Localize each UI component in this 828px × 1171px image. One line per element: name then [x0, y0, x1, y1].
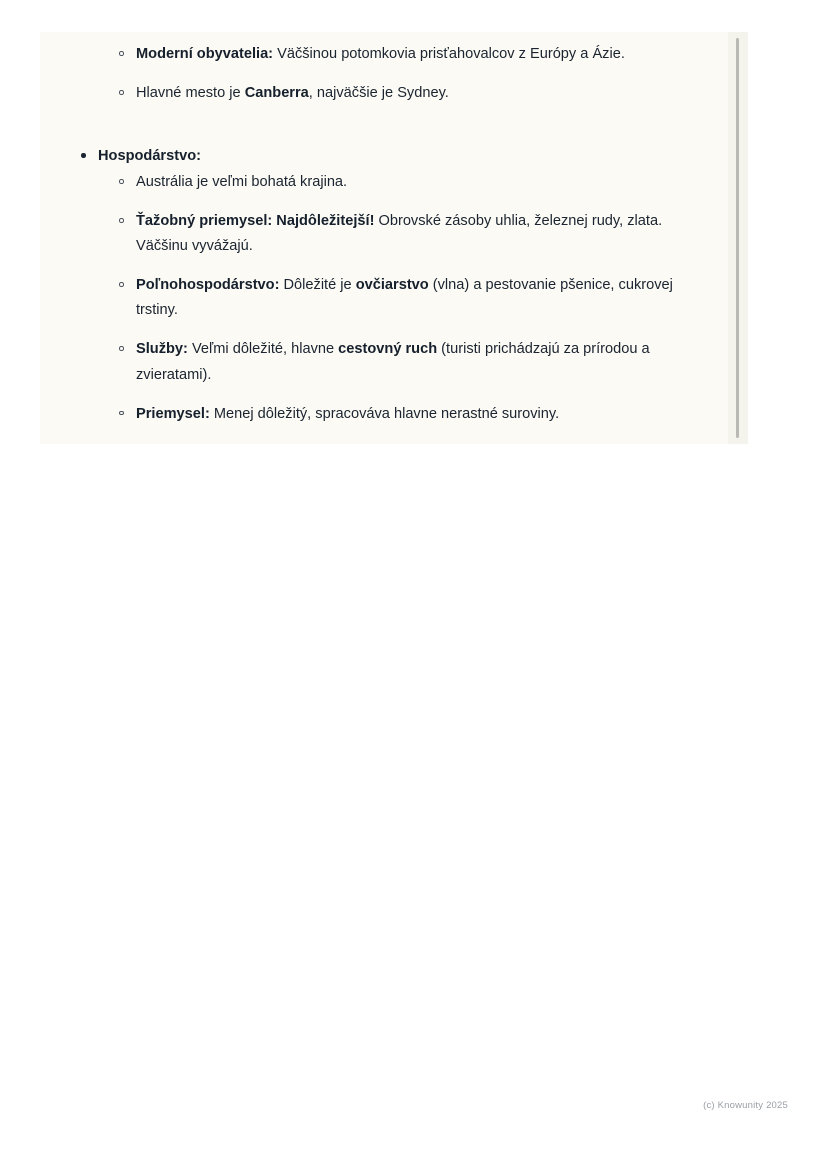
list-item-strong: Ťažobný priemysel: Najdôležitejší!: [136, 213, 375, 230]
list-item-text-mid: Dôležité je: [279, 277, 356, 294]
list-item-text-pre: Hlavné mesto je: [136, 85, 245, 102]
list-item-text-pre: Austrália je veľmi bohatá krajina.: [136, 174, 348, 190]
list-item: [118, 402, 678, 427]
list-item-strong: Canberra: [244, 85, 309, 102]
list-item-strong-2: cestovný ruch: [338, 341, 438, 358]
list-item-text: (turisti prichádzajú za prírodou a zvieratami).: [136, 341, 650, 383]
document-content: [40, 32, 728, 422]
list-item: [118, 209, 678, 259]
list-item-strong: Služby:: [136, 341, 188, 358]
economy-bullet-list: [118, 170, 678, 441]
scrollbar-thumb[interactable]: [736, 38, 739, 438]
list-item: [118, 42, 678, 67]
list-item-strong: Poľnohospodárstvo:: [136, 277, 280, 294]
list-item-text-mid: Veľmi dôležité, hlavne: [187, 341, 339, 358]
list-item-text-mid: Menej dôležitý, spracováva hlavne nerastné suroviny.: [209, 405, 560, 422]
list-item: [118, 81, 678, 106]
document-card: [40, 32, 748, 444]
section-heading: Hospodárstvo:: [80, 144, 680, 169]
list-item: [118, 170, 678, 195]
economy-heading-list: [80, 144, 680, 169]
list-item: [118, 273, 678, 323]
footer-copyright: (c) Knowunity 2025: [703, 1100, 788, 1111]
list-item-text: Obrovské zásoby uhlia, železnej rudy, zlata. Väčšinu vyvážajú.: [136, 213, 663, 255]
scrollbar-track[interactable]: [728, 32, 748, 444]
list-item-text: (vlna) a pestovanie pšenice, cukrovej trstiny.: [136, 277, 673, 319]
list-item-text: , najväčšie je Sydney.: [308, 85, 449, 102]
list-item-strong: Priemysel:: [136, 405, 210, 422]
list-item: [118, 337, 678, 387]
list-item-strong-2: ovčiarstvo: [355, 277, 429, 294]
population-bullet-list: [118, 42, 678, 120]
list-item-strong: Moderní obyvatelia:: [136, 46, 274, 62]
list-item-text: Väčšinou potomkovia prisťahovalcov z Európy a Ázie.: [273, 46, 625, 62]
